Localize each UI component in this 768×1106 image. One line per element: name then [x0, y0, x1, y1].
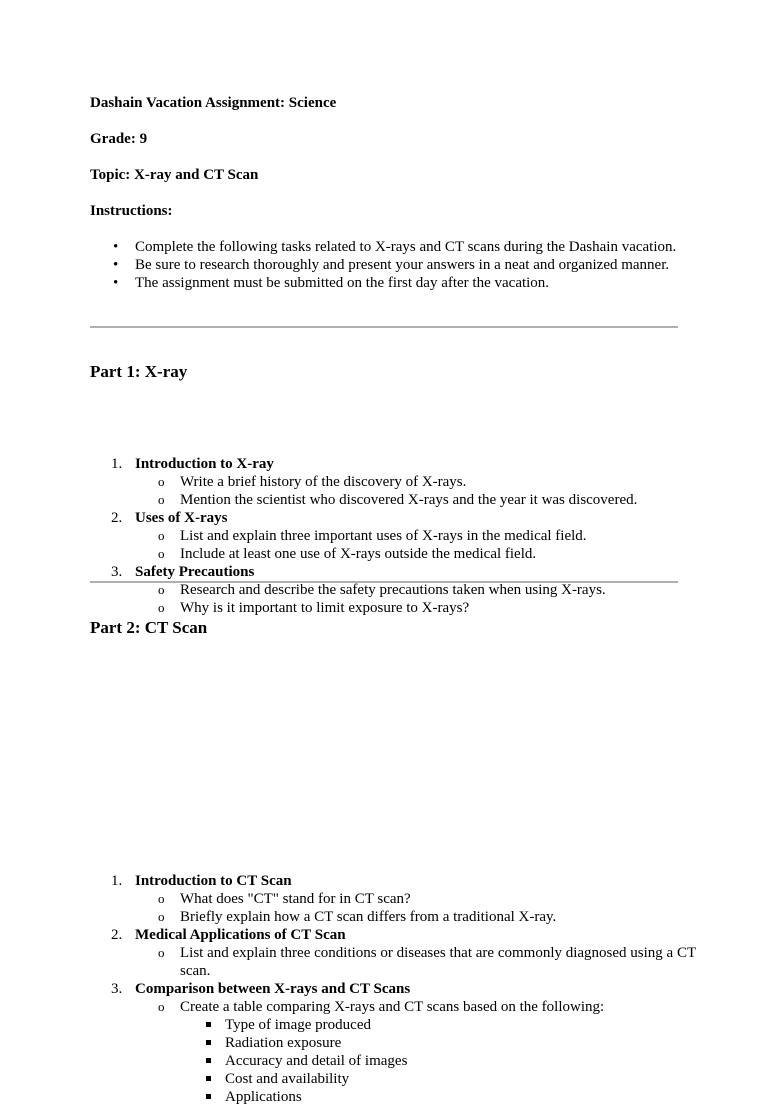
sub-item-text: Create a table comparing X-rays and CT scans based on the following: [180, 999, 605, 1015]
part2-item [111, 872, 723, 926]
section-divider [90, 581, 678, 583]
criteria-item: Type of image produced [225, 1016, 723, 1034]
criteria-item: Radiation exposure [225, 1034, 723, 1052]
item-title: Comparison between X-rays and CT Scans [135, 981, 411, 997]
item-number: 3. [111, 981, 123, 997]
sub-list [135, 944, 723, 980]
part2-list [90, 872, 723, 1106]
sub-item: o List and explain three conditions or diseases that are commonly diagnosed using a CT scan. [180, 944, 723, 980]
item-number: 3. [111, 564, 123, 580]
part1-item [111, 509, 723, 563]
sub-item: o Research and describe the safety precautions taken when using X-rays. [180, 581, 723, 599]
sub-item: o Include at least one use of X-rays outside the medical field. [180, 545, 723, 563]
instructions-heading: Instructions: [90, 203, 173, 219]
instruction-item: • Be sure to research thoroughly and present your answers in a neat and organized manner. [135, 256, 723, 274]
sub-list [135, 890, 723, 926]
criteria-item: Applications [225, 1088, 723, 1106]
sub-item: o Briefly explain how a CT scan differs from a traditional X-ray. [180, 908, 723, 926]
part1-heading: Part 1: X-ray [90, 362, 188, 381]
item-number: 1. [111, 456, 123, 472]
criteria-item: Accuracy and detail of images [225, 1052, 723, 1070]
item-number: 2. [111, 927, 123, 943]
section-divider [90, 326, 678, 328]
sub-list [135, 473, 723, 509]
sub-item: o Mention the scientist who discovered X-rays and the year it was discovered. [180, 491, 723, 509]
item-title: Medical Applications of CT Scan [135, 927, 346, 943]
sub-list [135, 581, 723, 617]
sub-item: o List and explain three important uses of X-rays in the medical field. [180, 527, 723, 545]
criteria-item: Cost and availability [225, 1070, 723, 1088]
sub-list [135, 527, 723, 563]
instruction-item: • Complete the following tasks related to X-rays and CT scans during the Dashain vacation. [135, 238, 723, 256]
item-title: Uses of X-rays [135, 510, 228, 526]
part1-item [111, 563, 723, 617]
part1-list [90, 455, 723, 617]
topic-line: Topic: X-ray and CT Scan [90, 167, 259, 183]
part1-item [111, 455, 723, 509]
sub-item: o What does "CT" stand for in CT scan? [180, 890, 723, 908]
part2-item [111, 980, 723, 1106]
sub-item: o Write a brief history of the discovery of X-rays. [180, 473, 723, 491]
item-number: 1. [111, 873, 123, 889]
sub-item: o Why is it important to limit exposure to X-rays? [180, 599, 723, 617]
assignment-title: Dashain Vacation Assignment: Science [90, 95, 337, 111]
item-title: Safety Precautions [135, 564, 255, 580]
item-title: Introduction to CT Scan [135, 873, 292, 889]
item-number: 2. [111, 510, 123, 526]
item-title: Introduction to X-ray [135, 456, 274, 472]
criteria-list [180, 1016, 723, 1106]
part2-item [111, 926, 723, 980]
sub-list [135, 998, 723, 1106]
instruction-item: • The assignment must be submitted on the first day after the vacation. [135, 274, 723, 292]
grade-line: Grade: 9 [90, 131, 148, 147]
part2-heading: Part 2: CT Scan [90, 618, 208, 637]
instructions-list [90, 238, 723, 292]
sub-item [180, 998, 723, 1106]
